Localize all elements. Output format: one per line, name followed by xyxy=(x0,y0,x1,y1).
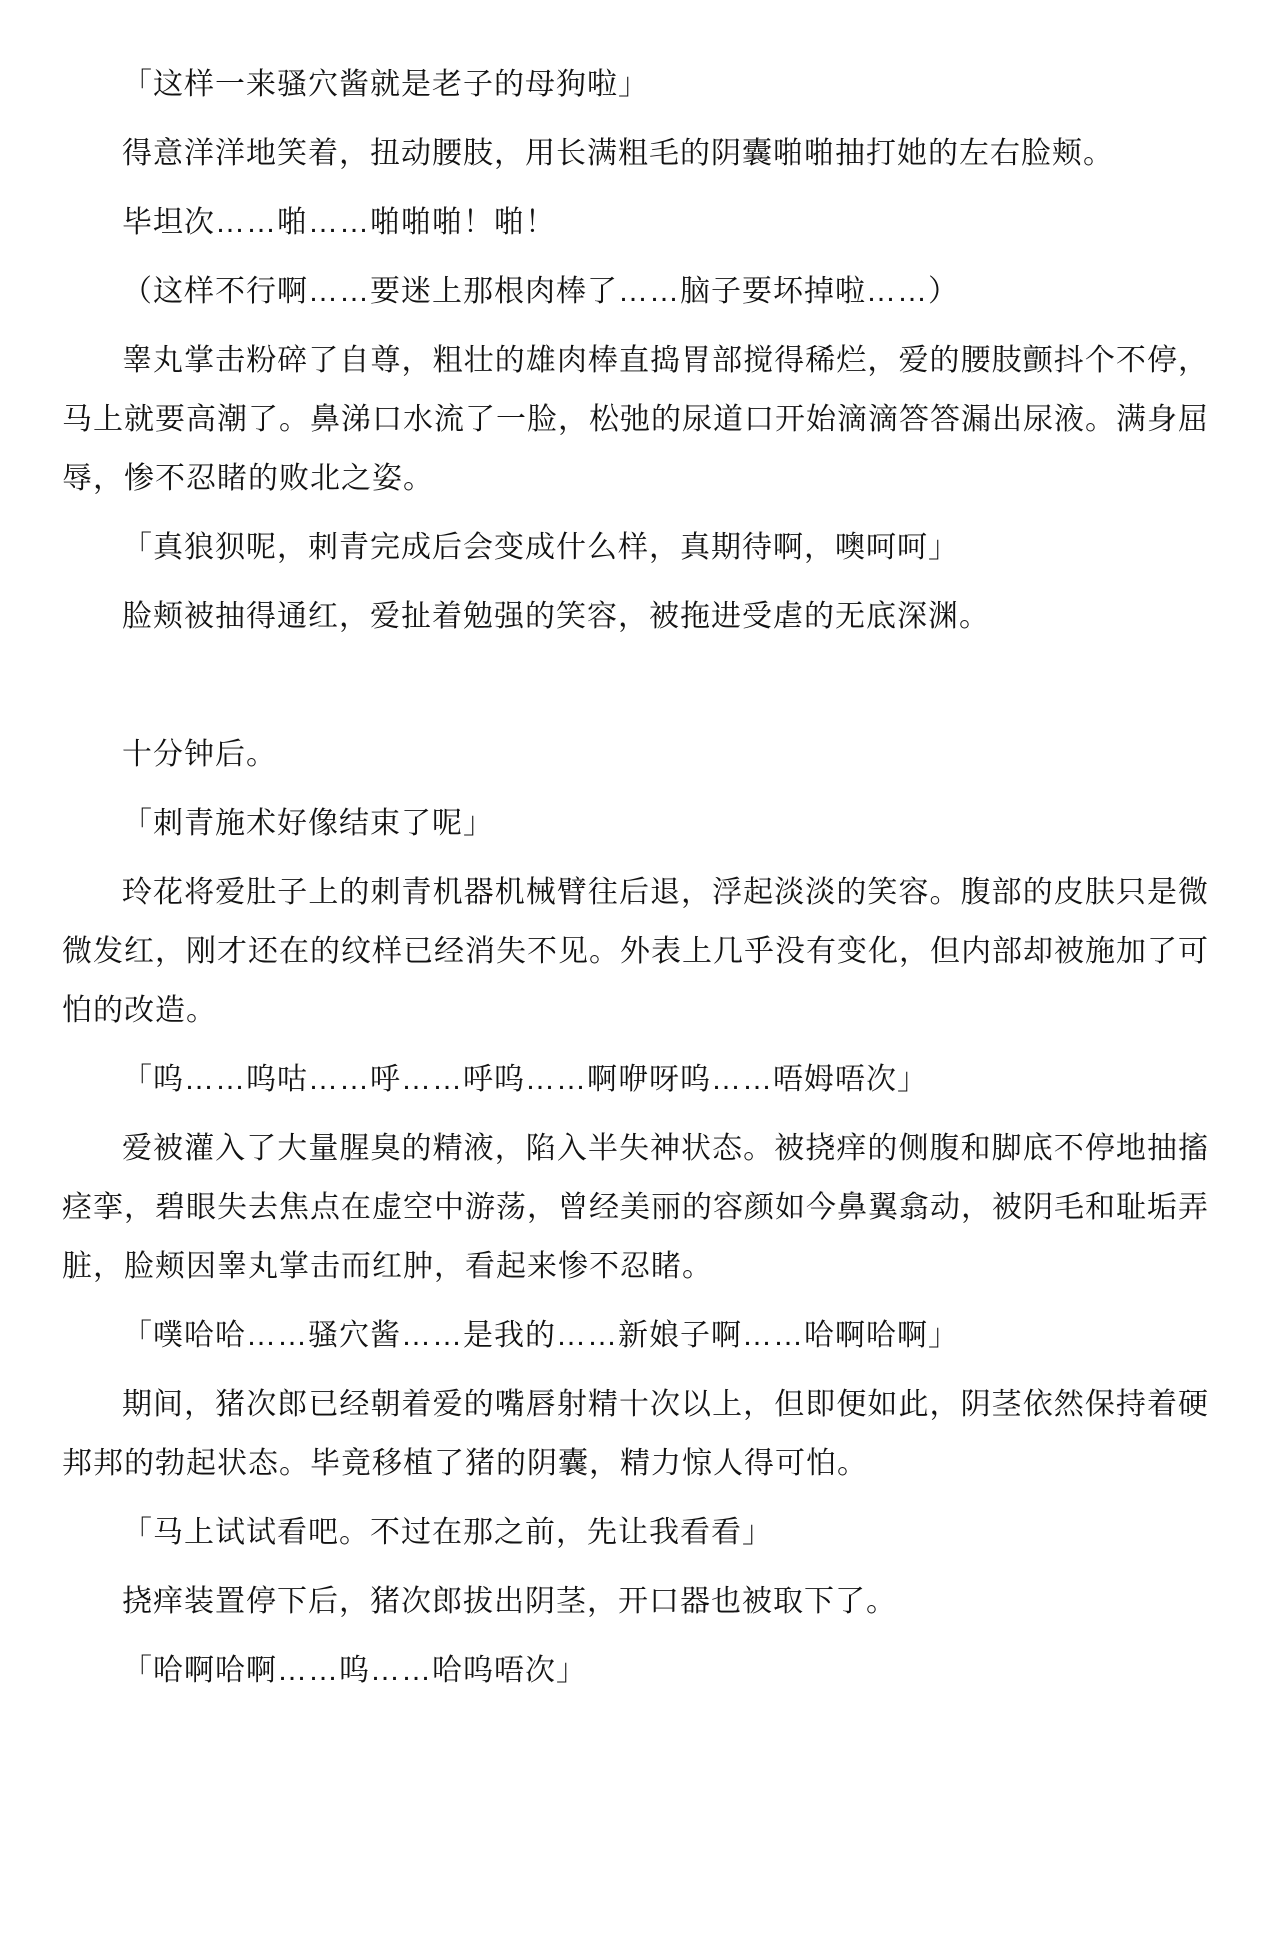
paragraph-dialogue: 「这样一来骚穴酱就是老子的母狗啦」 xyxy=(122,68,649,101)
paragraph-dialogue: 「刺青施术好像结束了呢」 xyxy=(122,807,494,840)
paragraph-narration: 得意洋洋地笑着，扭动腰肢，用长满粗毛的阴囊啪啪抽打她的左右脸颊。 xyxy=(122,137,1114,170)
paragraph-dialogue: 「真狼狈呢，刺青完成后会变成什么样，真期待啊，噢呵呵」 xyxy=(122,531,959,564)
paragraph-narration: 挠痒装置停下后，猪次郎拔出阴茎，开口器也被取下了。 xyxy=(122,1585,897,1618)
paragraph-narration: 玲花将爱肚子上的刺青机器机械臂往后退，浮起淡淡的笑容。腹部的皮肤只是微微发红，刚才还在的纹样已经消失不见。外表上几乎没有变化，但内部却被施加了可怕的改造。 xyxy=(62,876,1209,1027)
paragraph-dialogue: 「呜……呜咕……呼……呼呜……啊咿呀呜……唔姆唔次」 xyxy=(122,1063,928,1096)
paragraph-narration: 脸颊被抽得通红，爱扯着勉强的笑容，被拖进受虐的无底深渊。 xyxy=(122,600,990,633)
paragraph-dialogue: 「噗哈哈……骚穴酱……是我的……新娘子啊……哈啊哈啊」 xyxy=(122,1319,959,1352)
scene-break xyxy=(62,656,1209,715)
paragraph-narration: 期间，猪次郎已经朝着爱的嘴唇射精十次以上，但即便如此，阴茎依然保持着硬邦邦的勃起状态。毕竟移植了猪的阴囊，精力惊人得可怕。 xyxy=(62,1388,1209,1480)
paragraph-narration: 十分钟后。 xyxy=(122,738,277,771)
paragraph-sfx: 毕坦次……啪……啪啪啪！啪！ xyxy=(122,206,556,239)
paragraph-dialogue: 「马上试试看吧。不过在那之前，先让我看看」 xyxy=(122,1516,773,1549)
paragraph-dialogue: 「哈啊哈啊……呜……哈呜唔次」 xyxy=(122,1654,587,1687)
paragraph-thought: （这样不行啊……要迷上那根肉棒了……脑子要坏掉啦……） xyxy=(122,275,959,308)
paragraph-narration: 爱被灌入了大量腥臭的精液，陷入半失神状态。被挠痒的侧腹和脚底不停地抽搐痉挛，碧眼失去焦点在虚空中游荡，曾经美丽的容颜如今鼻翼翕动，被阴毛和耻垢弄脏，脸颊因睾丸掌击而红肿，看起来惨不忍睹。 xyxy=(62,1132,1209,1283)
paragraph-narration: 睾丸掌击粉碎了自尊，粗壮的雄肉棒直捣胃部搅得稀烂，爱的腰肢颤抖个不停，马上就要高潮了。鼻涕口水流了一脸，松弛的尿道口开始滴滴答答漏出尿液。满身屈辱，惨不忍睹的败北之姿。 xyxy=(62,344,1209,495)
